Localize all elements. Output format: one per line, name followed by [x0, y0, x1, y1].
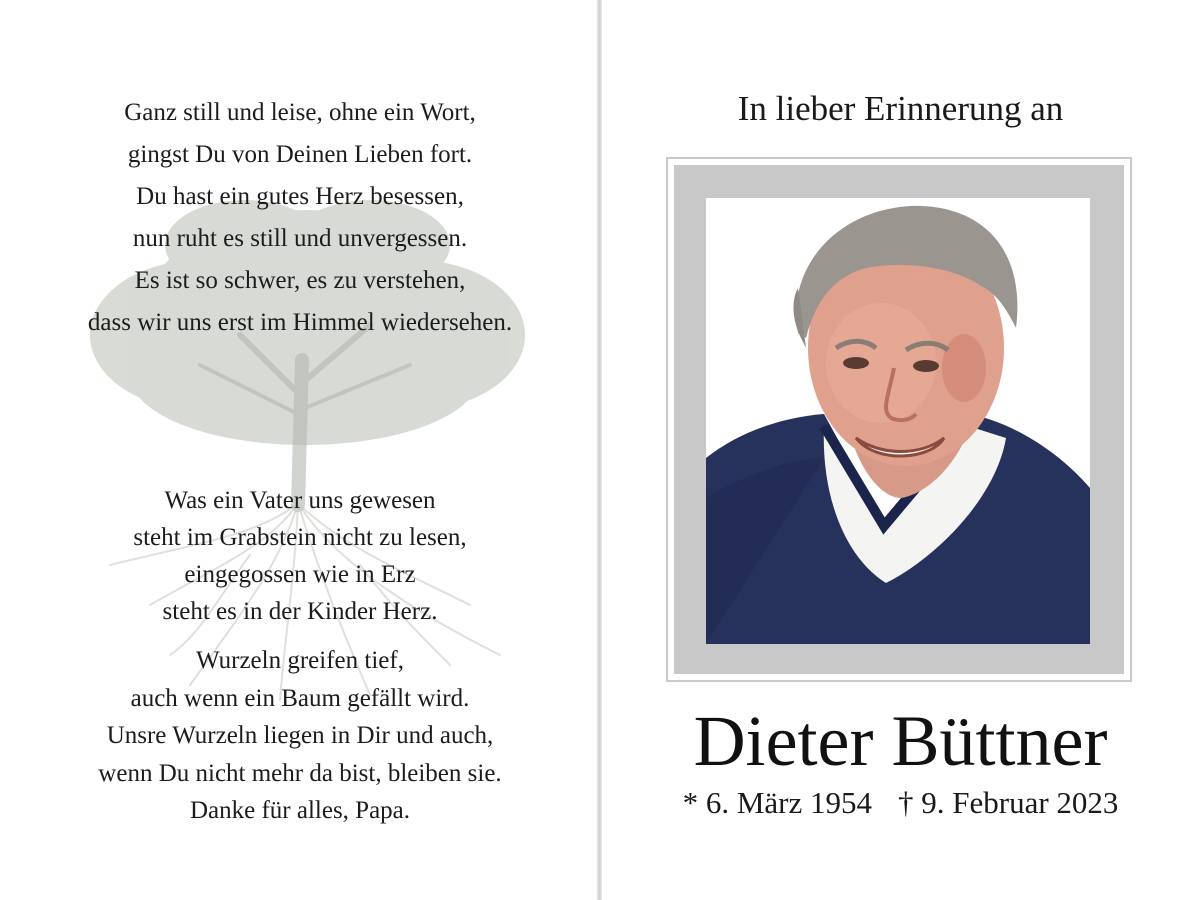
- poem-line: Ganz still und leise, ohne ein Wort,: [124, 99, 476, 126]
- poem-line: Es ist so schwer, es zu verstehen,: [134, 267, 466, 294]
- portrait-icon: [706, 198, 1090, 644]
- portrait-photo: [706, 198, 1090, 644]
- poem-line: Du hast ein gutes Herz besessen,: [136, 183, 464, 210]
- life-dates: [602, 781, 1199, 825]
- poem-stanza-1: [0, 92, 600, 344]
- poem-line: Was ein Vater uns gewesen: [164, 487, 436, 514]
- poem-line: nun ruht es still und unvergessen.: [132, 225, 468, 252]
- poem-line: dass wir uns erst im Himmel wiedersehen.: [87, 309, 513, 336]
- death-date: † 9. Februar 2023: [898, 785, 1119, 820]
- photo-mat: [674, 165, 1124, 674]
- poem-stanza-2: [0, 482, 600, 630]
- left-page: [0, 0, 597, 900]
- poem-line: auch wenn ein Baum gefällt wird.: [130, 684, 470, 712]
- photo-frame: [666, 157, 1132, 682]
- poem-line: eingegossen wie in Erz: [184, 561, 416, 588]
- poem-stanza-3: [0, 642, 600, 830]
- memorial-intro: In lieber Erinnerung an: [737, 89, 1064, 128]
- right-page: [602, 0, 1199, 900]
- poem-line: wenn Du nicht mehr da bist, bleiben sie.: [98, 759, 502, 787]
- poem-line: Unsre Wurzeln liegen in Dir und auch,: [106, 722, 494, 749]
- poem-line: Wurzeln greifen tief,: [196, 647, 404, 674]
- deceased-name: Dieter Büttner: [693, 701, 1108, 781]
- poem-line: gingst Du von Deinen Lieben fort.: [127, 141, 473, 168]
- birth-date: * 6. März 1954: [682, 785, 872, 820]
- poem-line: steht im Grabstein nicht zu lesen,: [133, 524, 467, 551]
- poem-line: steht es in der Kinder Herz.: [162, 598, 438, 625]
- poem-line: Danke für alles, Papa.: [189, 797, 411, 824]
